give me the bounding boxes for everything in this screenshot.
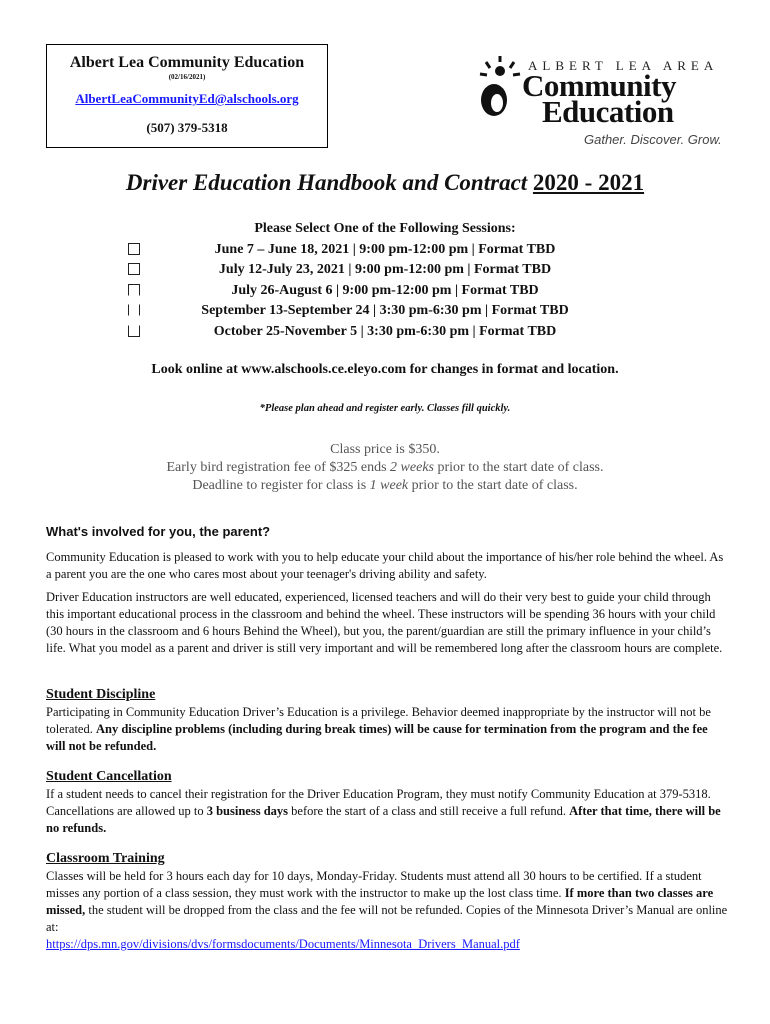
session-checkbox-5[interactable] [128, 325, 140, 337]
parent-paragraph-2: Driver Education instructors are well educated, experienced, licensed teachers and will do their very best to guide your child through this important educational process in the classroom and behind the wheel. These instructors will be spending 36 hours with your child (30 hours in the classroom and 6 hours Behind the Wheel), but you, the parent/guardian are still the primary influence in your child’s life. What you model as a parent and driver is still very important and will be remembered long after the classroom hours are complete. [46, 590, 723, 655]
parent-section [46, 549, 728, 657]
title-year: 2020 - 2021 [532, 170, 645, 195]
discipline-text: Participating in Community Education Driver’s Education is a privilege. Behavior deemed inappropriate by the instructor will not be tolerated. Any discipline problems (including during break times) will be cause for termination from the program and the fee will not be refunded. [46, 705, 711, 753]
title-main: Driver Education Handbook and Contract [125, 170, 528, 195]
session-option-4: September 13-September 24 | 3:30 pm-6:30 pm | Format TBD [201, 303, 569, 318]
logo-area-text: ALBERT LEA AREA [528, 58, 719, 73]
session-option-5: October 25-November 5 | 3:30 pm-6:30 pm | Format TBD [213, 323, 557, 339]
training-section [46, 868, 728, 953]
training-text: Classes will be held for 3 hours each day for 10 days, Monday-Friday. Students must attend all 30 hours to be certified. If a student misses any portion of a class session, they must work with the instructor to make up the lost class time. If more than two classes are missed, the student will be dropped from the class and the fee will not be refunded. Copies of the Minnesota Driver’s Manual are online at: [46, 869, 728, 934]
price-line: Class price is $350. [330, 442, 440, 457]
deadline-line: Deadline to register for class is 1 week prior to the start date of class. [192, 478, 578, 493]
session-checkbox-4[interactable] [128, 304, 140, 316]
early-bird-line: Early bird registration fee of $325 ends 2 weeks prior to the start date of class. [166, 460, 604, 475]
pricing-info [0, 441, 770, 495]
session-heading: Please Select One of the Following Sessions: [254, 221, 516, 236]
logo-community-text: Community [522, 68, 676, 103]
training-heading: Classroom Training [46, 851, 165, 866]
phone-number: (507) 379-5318 [146, 120, 228, 135]
session-checkbox-1[interactable] [128, 243, 140, 255]
discipline-section [46, 704, 728, 755]
online-note: Look online at www.alschools.ce.eleyo.com for changes in format and location. [151, 362, 619, 377]
cancellation-heading: Student Cancellation [46, 769, 172, 784]
logo-tagline: Gather. Discover. Grow. [584, 132, 722, 147]
session-checkbox-3[interactable] [128, 284, 140, 296]
logo-education-text: Education [542, 94, 674, 129]
drivers-manual-link[interactable]: https://dps.mn.gov/divisions/dvs/formsdocuments/Documents/Minnesota_Drivers_Manual.pdf [46, 937, 520, 951]
page-title [0, 170, 770, 196]
logo-figure-icon [470, 54, 530, 124]
parent-heading: What's involved for you, the parent? [46, 524, 271, 539]
session-option-2: July 12-July 23, 2021 | 9:00 pm-12:00 pm | Format TBD [218, 262, 552, 277]
session-option-3: July 26-August 6 | 9:00 pm-12:00 pm | Format TBD [231, 282, 539, 298]
email-link[interactable]: AlbertLeaCommunityEd@alschools.org [75, 91, 299, 106]
contact-box [46, 44, 328, 148]
session-option-1: June 7 – June 18, 2021 | 9:00 pm-12:00 pm | Format TBD [214, 241, 556, 257]
register-early-note: *Please plan ahead and register early. Classes fill quickly. [259, 403, 511, 414]
session-checkbox-2[interactable] [128, 263, 140, 275]
document-date: (02/16/2021) [168, 73, 206, 81]
parent-paragraph-1: Community Education is pleased to work with you to help educate your child about the importance of his/her role behind the wheel. As a parent you are the one who cares most about your teenager's driving ability and safety. [46, 550, 724, 581]
cancellation-text: If a student needs to cancel their registration for the Driver Education Program, they must notify Community Education at 379-5318. Cancellations are allowed up to 3 business days before the start of a class and still receive a full refund. After that time, there will be no refunds. [46, 787, 721, 835]
discipline-heading: Student Discipline [46, 687, 156, 702]
session-list [0, 219, 770, 342]
organization-name: Albert Lea Community Education [69, 54, 305, 71]
cancellation-section [46, 786, 728, 837]
community-education-logo [470, 54, 730, 152]
